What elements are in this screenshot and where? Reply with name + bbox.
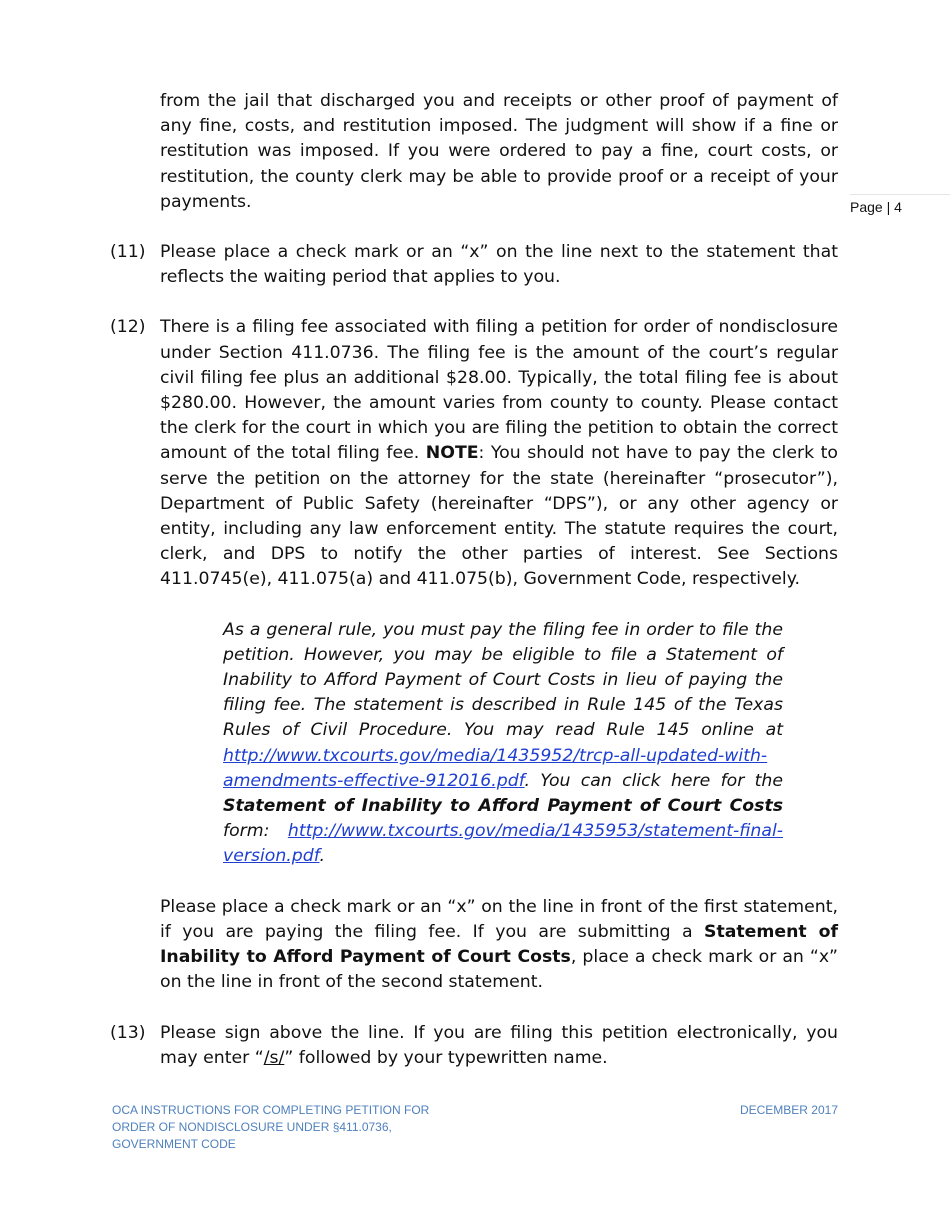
item-12-number: (12): [110, 317, 146, 338]
page-number: Page | 4: [850, 199, 902, 215]
item-11-number: (11): [110, 242, 146, 263]
item-13-text: [160, 1021, 838, 1071]
document-body: [110, 89, 838, 1071]
page-number-rule: [850, 194, 950, 195]
item-13-number: (13): [110, 1022, 146, 1043]
item-12-text: [160, 315, 838, 592]
statement-form-name: Statement of Inability to Afford Payment of Court Costs: [223, 796, 783, 817]
note-label: NOTE: [425, 443, 479, 464]
checkmark-text-2: , place a check mark or an “x” on the line in front of the second statement.: [160, 947, 838, 993]
footer-document-title: OCA INSTRUCTIONS FOR COMPLETING PETITION FOR ORDER OF NONDISCLOSURE UNDER §411.0736, GOVERNMENT CODE: [112, 1103, 430, 1151]
item-12: [110, 315, 838, 592]
checkmark-bold-statement: Statement of Inability to Afford Payment of Court Costs: [160, 921, 838, 968]
intro-paragraph: from the jail that discharged you and receipts or other proof of payment of any fine, costs, and restitution imposed. The judgment will show if a fine or restitution was imposed. If you were ordered to pay a fine, court costs, or restitution, the county clerk may be able to provide proof or a receipt of your payments.: [160, 91, 838, 212]
checkmark-instructions: [110, 895, 838, 996]
statement-form-link[interactable]: http://www.txcourts.gov/media/1435953/statement-final-version.pdf: [223, 821, 783, 867]
electronic-signature-marker: /s/: [263, 1047, 285, 1068]
rule-145-link[interactable]: http://www.txcourts.gov/media/1435952/trcp-all-updated-with-amendments-effective-912016.pdf: [223, 745, 768, 791]
fee-waiver-text-4: .: [319, 846, 326, 867]
footer-date: DECEMBER 2017: [739, 1103, 838, 1117]
item-13-text-1: Please sign above the line. If you are filing this petition electronically, you may enter “: [160, 1022, 838, 1068]
fee-waiver-text-3: form:: [223, 821, 288, 842]
item-13-text-2: ” followed by your typewritten name.: [284, 1047, 608, 1068]
item-12-text-after-note: : You should not have to pay the clerk to serve the petition on the attorney for the state (hereinafter “prosecutor”), Department of Public Safety (hereinafter “DPS”), or any other agency or entity, including any law enforcement entity. The statute requires the court, clerk, and DPS to notify the other parties of interest. See Sections 411.0745(e), 411.075(a) and 411.075(b), Government Code, respectively.: [160, 443, 838, 590]
checkmark-text-1: Please place a check mark or an “x” on the line in front of the first statement, if you are paying the filing fee. If you are submitting a: [160, 896, 838, 942]
item-12-text-before-note: There is a filing fee associated with filing a petition for order of nondisclosure under Section 411.0736. The filing fee is the amount of the court’s regular civil filing fee plus an additional $28.00. Typically, the total filing fee is about $280.00. However, the amount varies from county to county. Please contact the clerk for the court in which you are filing the petition to obtain the correct amount of the total filing fee.: [160, 317, 838, 464]
item-11-text: Please place a check mark or an “x” on the line next to the statement that reflects the waiting period that applies to you.: [160, 242, 838, 288]
fee-waiver-text-2: . You can click here for the: [524, 770, 783, 791]
item-13: [110, 1021, 838, 1071]
fee-waiver-note: [223, 618, 783, 870]
item-11: [110, 240, 838, 290]
fee-waiver-text-1: As a general rule, you must pay the filing fee in order to file the petition. However, you may be eligible to file a Statement of Inability to Afford Payment of Court Costs in lieu of paying the filing fee. The statement is described in Rule 145 of the Texas Rules of Civil Procedure. You may read Rule 145 online at: [223, 619, 783, 741]
